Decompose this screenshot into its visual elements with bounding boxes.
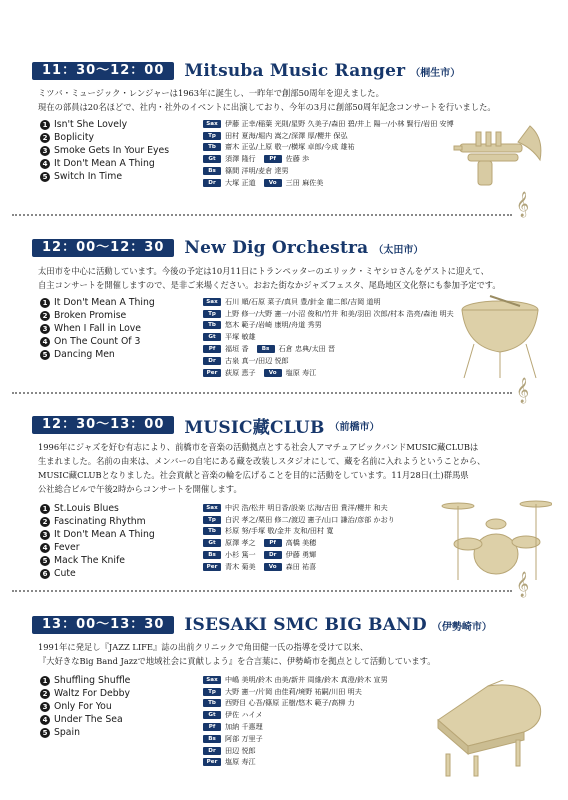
list-item: 1 It Don't Mean A Thing: [40, 296, 210, 309]
list-item: 1 Shuffling Shuffle: [40, 674, 210, 687]
part-badge: Bs: [203, 735, 221, 743]
list-item: 2 Waltz For Debby: [40, 687, 210, 700]
band-description: 1991年に発足し『JAZZ LIFE』誌の出前クリニックで角田健一氏の指導を受けて以来、 『大好きなBig Band Jazzで地域社会に貢献しよう』を合言葉に、伊勢崎市を拠点として活動しています。: [38, 642, 436, 666]
part-badge: Vo: [264, 369, 282, 377]
list-item: 2 Broken Promise: [40, 309, 210, 322]
member-list: Sax 中沢 浩/松井 明日香/設楽 広海/吉田 貴洋/櫻井 和夫 Tp 白沢 孝之/栗田 修二/渡辺 憲子/山口 謙治/彦部 かおり Tb 杉原 努/手塚 敬/金井 友和/田村 寛 Gt 原澤 孝之 Pf 高橋 美穂 Bs 小杉 篤一 Dr 伊藤 勇輝 Per 青木 菊美 Vo 森田 祐喜: [203, 502, 453, 573]
list-item: 3 When I Fall in Love: [40, 322, 210, 335]
part-badge: Tb: [203, 699, 221, 707]
part-badge: Tp: [203, 516, 221, 524]
part-badge: Tp: [203, 132, 221, 140]
part-badge: Sax: [203, 120, 221, 128]
drum-kit-icon: [440, 494, 552, 584]
list-item: 1 St.Louis Blues: [40, 502, 210, 515]
band-header: [32, 412, 380, 438]
band-header: [32, 58, 460, 84]
part-badge: Vo: [264, 179, 282, 187]
part-badge: Dr: [203, 357, 221, 365]
part-badge: Gt: [203, 539, 221, 547]
treble-clef-icon: 𝄞: [516, 572, 530, 597]
divider: [12, 214, 512, 216]
band-city: （前橋市）: [329, 421, 380, 433]
band-city: （太田市）: [373, 244, 424, 256]
list-item: 2 Fascinating Rhythm: [40, 515, 210, 528]
list-item: 2 Boplicity: [40, 131, 210, 144]
part-badge: Tb: [203, 143, 221, 151]
member-list: Sax 伊藤 正幸/稲葉 光則/星野 久美子/森田 碧/井上 陽一/小林 賢行/岩田 安博 Tp 田村 夏海/堀内 嵩之/深澤 厚/櫻井 保弘 Tb 齋木 正弘/上原 敬一/横塚 卓郎/今成 雄祐 Gt 須澤 隆行 Pf 佐藤 歩 Bs 篠間 洋明/麦倉 達男 Dr 大塚 正道 Vo 三田 麻佐美: [203, 118, 453, 189]
setlist: [40, 118, 210, 183]
list-item: 3 It Don't Mean A Thing: [40, 528, 210, 541]
part-badge: Tb: [203, 527, 221, 535]
member-list: Sax 中嶋 美明/鈴木 由美/新井 周維/鈴木 真澄/鈴木 宣男 Tp 大野 憲一/片岡 由佳莉/境野 祐嗣/川田 明夫 Tb 西野目 心吾/篠原 正樹/悠木 範子/高柳 力 Gt 伊佐 ハイメ Pf 加納 千惠理 Bs 阿部 万里子 Dr 田辺 悦郎 Per 塩原 寿江: [203, 674, 453, 768]
time-badge: 12：00〜12：30: [32, 239, 174, 257]
list-item: 4 It Don't Mean A Thing: [40, 157, 210, 170]
part-badge: Bs: [203, 551, 221, 559]
divider: [12, 392, 512, 394]
band-name: MUSIC藏CLUB: [184, 417, 325, 438]
part-badge: Per: [203, 369, 221, 377]
list-item: 5 Mack The Knife: [40, 554, 210, 567]
band-description: 太田市を中心に活動しています。今後の予定は10月11日にトランペッターのエリック・ミヤシロさんをゲストに迎えて、 自主コンサートを開催しますので、是非ご来場ください。おおた街なかジャズフェスタ、尾島地区文化祭にも参加予定です。: [38, 266, 501, 290]
trumpet-icon: [440, 118, 550, 198]
list-item: 3 Only For You: [40, 700, 210, 713]
list-item: 4 Fever: [40, 541, 210, 554]
band-header: [32, 235, 423, 261]
part-badge: Pf: [264, 539, 282, 547]
band-description: 1996年にジャズを好む有志により、前橋市を音楽の活動拠点とする社会人アマチュアビックバンドMUSIC藏CLUBは 生まれました。名前の由来は、メンバーの自宅にある藏を改装しスタジオにして、藏を名前に入れようということから、 MUSIC藏CLUBとなりました。社会貢献と音楽の輪を広げることを目的に活動をしています。11月28日(土)群馬県 公社総合ビルで午後2時からコンサートを開催します。: [38, 442, 486, 494]
band-city: （伊勢崎市）: [431, 621, 492, 633]
time-badge: 12：30〜13：00: [32, 416, 174, 434]
setlist: [40, 502, 210, 580]
band-name: Mitsuba Music Ranger: [184, 61, 406, 81]
part-badge: Pf: [203, 723, 221, 731]
part-badge: Gt: [203, 711, 221, 719]
part-badge: Tp: [203, 688, 221, 696]
grand-piano-icon: [428, 680, 552, 780]
list-item: 6 Cute: [40, 567, 210, 580]
part-badge: Per: [203, 563, 221, 571]
time-badge: 13：00〜13：30: [32, 616, 174, 634]
band-description: ミツバ・ミュージック・レンジャーは1963年に誕生し、一昨年で創部50周年を迎えました。 現在の部員は20名ほどで、社内・社外のイベントに出演しており、今年の3月に創部50周年記念コンサートを行いました。: [38, 88, 496, 112]
part-badge: Per: [203, 758, 221, 766]
treble-clef-icon: 𝄞: [516, 192, 530, 217]
member-list: Sax 石川 順/石原 菜子/真貝 豊/針金 龍二郎/吉岡 道明 Tp 上野 修一/大野 憲一/小沼 俊和/竹井 和美/羽田 次郎/村本 浩亮/森池 明夫 Tb 悠木 範子/岩崎 康明/舟道 秀男 Gt 平塚 敏雄 Pf 福垣 香 Bs 石倉 忠典/太田 晋 Dr 古泉 真一/田辺 悦郎 Per 荻原 恵子 Vo 塩原 寿江: [203, 296, 453, 379]
part-badge: Sax: [203, 676, 221, 684]
timpani-icon: [450, 292, 550, 382]
part-badge: Bs: [257, 345, 275, 353]
list-item: 4 On The Count Of 3: [40, 335, 210, 348]
setlist: [40, 674, 210, 739]
time-badge: 11：30〜12：00: [32, 62, 174, 80]
list-item: 4 Under The Sea: [40, 713, 210, 726]
setlist: [40, 296, 210, 361]
list-item: 5 Switch In Time: [40, 170, 210, 183]
part-badge: Sax: [203, 298, 221, 306]
part-badge: Dr: [203, 179, 221, 187]
part-badge: Tb: [203, 321, 221, 329]
list-item: 5 Spain: [40, 726, 210, 739]
band-header: [32, 612, 492, 638]
list-item: 3 Smoke Gets In Your Eyes: [40, 144, 210, 157]
part-badge: Dr: [203, 747, 221, 755]
part-badge: Dr: [264, 551, 282, 559]
band-city: （桐生市）: [410, 67, 461, 79]
part-badge: Pf: [203, 345, 221, 353]
part-badge: Pf: [264, 155, 282, 163]
list-item: 1 Isn't She Lovely: [40, 118, 210, 131]
band-name: ISESAKI SMC BIG BAND: [184, 615, 427, 635]
treble-clef-icon: 𝄞: [516, 378, 530, 403]
divider: [12, 590, 512, 592]
band-name: New Dig Orchestra: [184, 238, 369, 258]
part-badge: Gt: [203, 155, 221, 163]
part-badge: Vo: [264, 563, 282, 571]
part-badge: Sax: [203, 504, 221, 512]
part-badge: Bs: [203, 167, 221, 175]
part-badge: Gt: [203, 333, 221, 341]
list-item: 5 Dancing Men: [40, 348, 210, 361]
part-badge: Tp: [203, 310, 221, 318]
